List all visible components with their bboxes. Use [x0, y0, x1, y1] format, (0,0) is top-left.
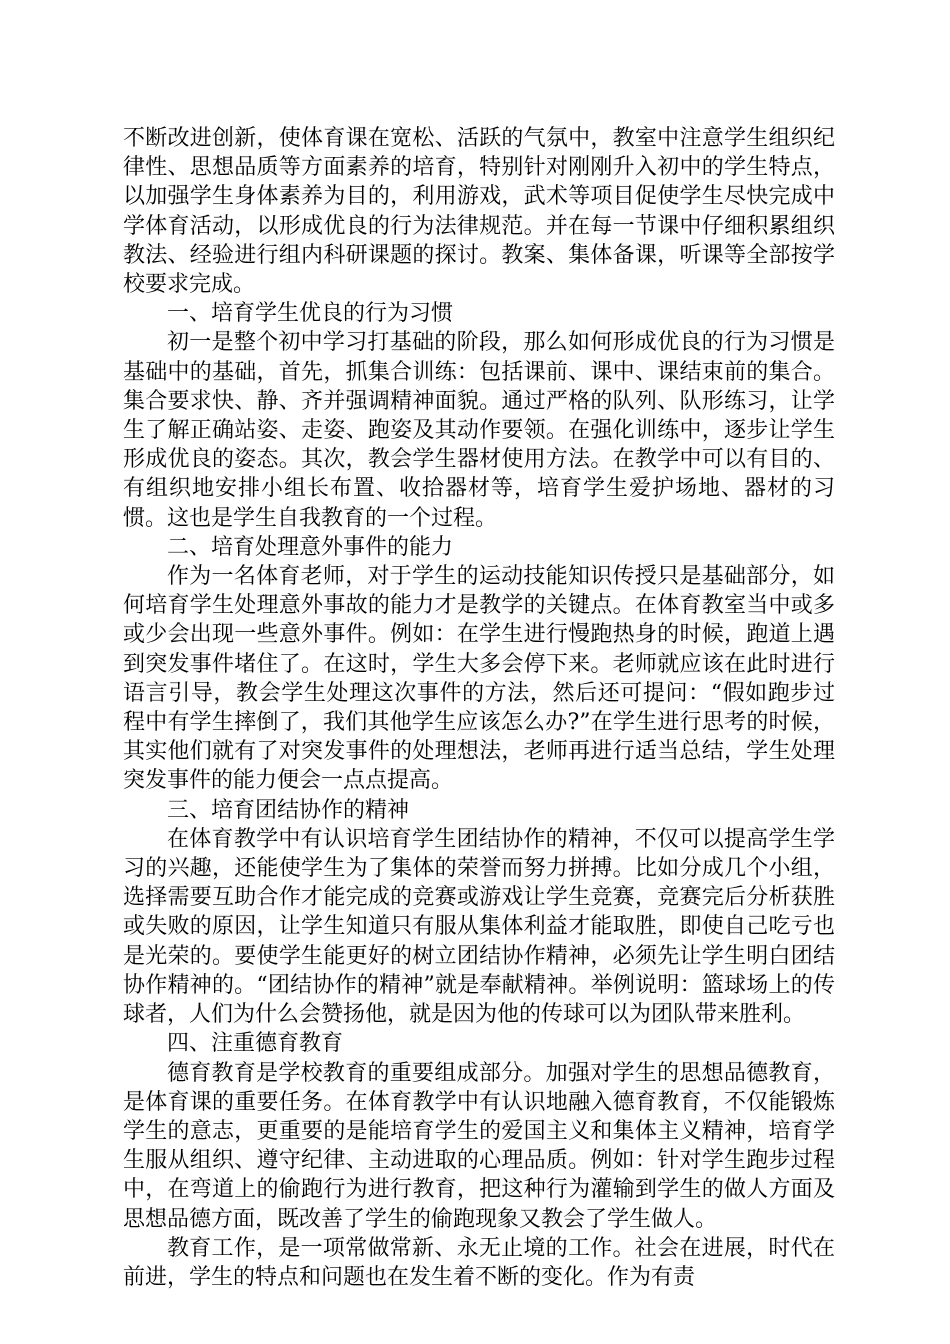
section-heading-2: 二、培育处理意外事件的能力 [167, 534, 454, 560]
paragraph-section-4: 德育教育是学校教育的重要组成部分。加强对学生的思想品德教育，是体育课的重要任务。在体育教学中有认识地融入德育教育，不仅能锻炼学生的意志，更重要的是能培育学生的爱国主义和集体主义精神，培育学生服从组织、遵守纪律、主动进取的心理品质。例如：针对学生跑步过程中，在弯道上的偷跑行为进行教育，把这种行为灌输到学生的做人方面及思想品德方面，既改善了学生的偷跑现象又教会了学生做人。 [123, 1060, 835, 1232]
section-heading-4: 四、注重德育教育 [167, 1031, 344, 1057]
paragraph-section-3: 在体育教学中有认识培育学生团结协作的精神，不仅可以提高学生学习的兴趣，还能使学生为了集体的荣誉而努力拼搏。比如分成几个小组，选择需要互助合作才能完成的竞赛或游戏让学生竞赛，竞赛完后分析获胜或失败的原因，让学生知道只有服从集体利益才能取胜，即使自己吃亏也是光荣的。要使学生能更好的树立团结协作精神，必须先让学生明白团结协作精神的。“团结协作的精神”就是奉献精神。举例说明：篮球场上的传球者，人们为什么会赞扬他，就是因为他的传球可以为团队带来胜利。 [123, 826, 835, 1028]
section-heading-3: 三、培育团结协作的精神 [167, 797, 410, 823]
section-heading-1: 一、培育学生优良的行为习惯 [167, 301, 454, 327]
paragraph-section-2: 作为一名体育老师，对于学生的运动技能知识传授只是基础部分，如何培育学生处理意外事故的能力才是教学的关键点。在体育教室当中或多或少会出现一些意外事件。例如：在学生进行慢跑热身的时候，跑道上遇到突发事件堵住了。在这时，学生大多会停下来。老师就应该在此时进行语言引导，教会学生处理这次事件的方法，然后还可提问：“假如跑步过程中有学生摔倒了，我们其他学生应该怎么办?”在学生进行思考的时候，其实他们就有了对突发事件的处理想法，老师再进行适当总结，学生处理突发事件的能力便会一点点提高。 [123, 564, 835, 794]
paragraph-intro-continued: 不断改进创新，使体育课在宽松、活跃的气氛中，教室中注意学生组织纪律性、思想品质等方面素养的培育，特别针对刚刚升入初中的学生特点，以加强学生身体素养为目的，利用游戏，武术等项目促使学生尽快完成中学体育活动，以形成优良的行为法律规范。并在每一节课中仔细积累组织教法、经验进行组内科研课题的探讨。教案、集体备课，听课等全部按学校要求完成。 [123, 126, 835, 298]
paragraph-conclusion: 教育工作，是一项常做常新、永无止境的工作。社会在进展，时代在前进，学生的特点和问题也在发生着不断的变化。作为有责 [123, 1235, 835, 1290]
paragraph-section-1: 初一是整个初中学习打基础的阶段，那么如何形成优良的行为习惯是基础中的基础，首先，抓集合训练：包括课前、课中、课结束前的集合。集合要求快、静、齐并强调精神面貌。通过严格的队列、队形练习，让学生了解正确站姿、走姿、跑姿及其动作要领。在强化训练中，逐步让学生形成优良的姿态。其次，教会学生器材使用方法。在教学中可以有目的、有组织地安排小组长布置、收拾器材等，培育学生爱护场地、器材的习惯。这也是学生自我教育的一个过程。 [123, 330, 835, 531]
document-body [123, 124, 835, 1292]
